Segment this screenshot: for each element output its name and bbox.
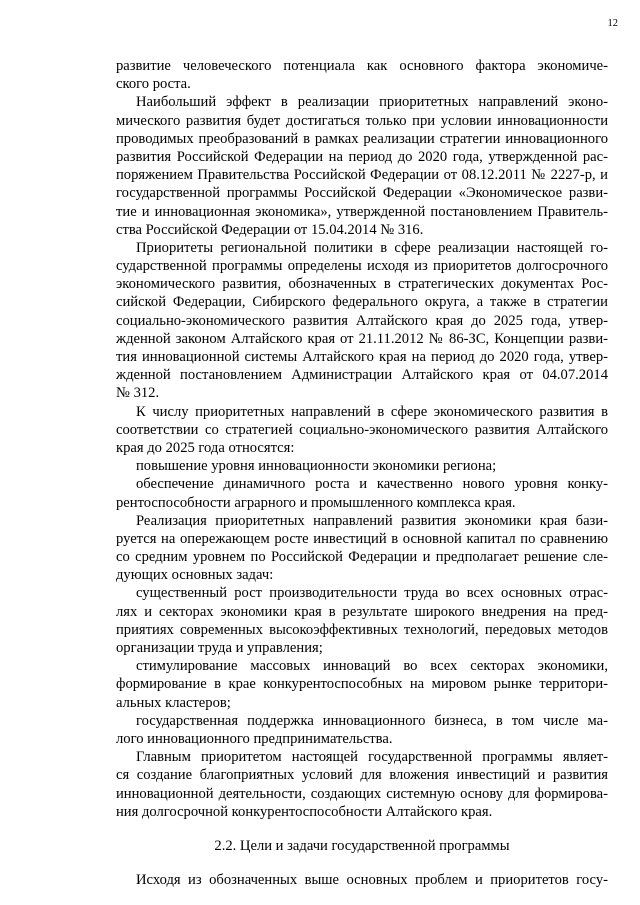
text-line: поряжением Правительства Российской Федерации от 08.12.2011 № 2227-р, и xyxy=(116,167,608,184)
text-line: инновационной деятельности, создающих системную основу для формирова- xyxy=(116,785,608,802)
text-line: тие и инновационная экономика», утвержденной постановлением Правитель- xyxy=(116,203,608,220)
text-line: № 312. xyxy=(116,385,160,402)
text-before-heading xyxy=(116,57,608,821)
text-line: рентоспособности аграрного и промышленного комплекса края. xyxy=(116,494,516,511)
text-line: социально-экономического развития Алтайского края до 2025 года, утвер- xyxy=(116,312,608,329)
text-line: Наибольший эффект в реализации приоритетных направлений эконо- xyxy=(136,94,608,111)
paragraph xyxy=(116,748,608,821)
page-number: 12 xyxy=(607,18,618,29)
text-line: экономического развития, обозначенных в стратегических документах Рос- xyxy=(116,276,608,293)
text-line: Приоритеты региональной политики в сфере реализации настоящей го- xyxy=(136,239,608,256)
text-line: сударственной программы определены исходя из приоритетов долгосрочного xyxy=(116,258,608,275)
text-line: альных кластеров; xyxy=(116,694,231,711)
text-line: ства Российской Федерации от 15.04.2014 № 316. xyxy=(116,221,424,238)
text-line: ся создание благоприятных условий для вложения инвестиций и развития xyxy=(116,767,608,784)
text-line: государственной программы Российской Федерации «Экономическое разви- xyxy=(116,185,608,202)
section-heading: 2.2. Цели и задачи государственной программы xyxy=(214,837,510,854)
text-line: дующих основных задач: xyxy=(116,567,274,584)
text-line: жденной законом Алтайского края от 21.11.2012 № 86-ЗС, Концепции разви- xyxy=(116,330,608,347)
paragraph xyxy=(116,57,608,93)
text-line: государственная поддержка инновационного бизнеса, в том числе ма- xyxy=(136,712,608,729)
text-line: стимулирование массовых инноваций во всех секторах экономики, xyxy=(136,658,608,675)
text-line: приятиях современных высокоэффективных технологий, передовых методов xyxy=(116,621,608,638)
text-line: со средним уровнем по Российской Федерации и предполагает решение сле- xyxy=(116,549,608,566)
text-line: жденной постановлением Администрации Алтайского края от 04.07.2014 xyxy=(116,367,608,384)
text-line: лях и секторах экономики края в результате широкого внедрения на пред- xyxy=(116,603,608,620)
paragraph xyxy=(116,657,608,712)
text-line: тия инновационной системы Алтайского края на период до 2020 года, утвер- xyxy=(116,349,608,365)
text-line: ния долгосрочной конкурентоспособности Алтайского края. xyxy=(116,803,493,820)
document-body xyxy=(116,57,608,889)
text-line: Исходя из обозначенных выше основных проблем и приоритетов госу- xyxy=(136,871,608,888)
paragraph xyxy=(116,93,608,239)
text-line: Реализация приоритетных направлений развития экономики края бази- xyxy=(136,512,608,529)
paragraph xyxy=(116,457,608,475)
paragraph xyxy=(116,871,608,889)
text-line: формирование в крае конкурентоспособных на мировом рынке территори- xyxy=(116,676,608,693)
text-line: развития Российской Федерации на период до 2020 года, утвержденной рас- xyxy=(116,148,608,165)
text-line: сийской Федерации, Сибирского федерального округа, а также в стратегии xyxy=(116,294,608,311)
text-line: Главным приоритетом настоящей государственной программы являет- xyxy=(136,749,608,766)
text-line: обеспечение динамичного роста и качественно нового уровня конку- xyxy=(136,476,608,493)
text-line: мического развития будет достигаться только при условии инновационности xyxy=(116,112,608,129)
text-line: лого инновационного предпринимательства. xyxy=(116,730,393,747)
text-line: края до 2025 года относятся: xyxy=(116,439,295,456)
text-line: развитие человеческого потенциала как основного фактора экономиче- xyxy=(116,58,608,74)
paragraph xyxy=(116,239,608,403)
paragraph xyxy=(116,584,608,657)
text-line: К числу приоритетных направлений в сфере экономического развития в xyxy=(136,403,608,420)
paragraph xyxy=(116,512,608,585)
text-after-heading xyxy=(116,871,608,889)
text-line: проводимых преобразований в рамках реализации стратегии инновационного xyxy=(116,130,608,147)
text-line: руется на опережающем росте инвестиций в основной капитал по сравнению xyxy=(116,530,608,547)
text-line: существенный рост производительности труда во всех основных отрас- xyxy=(136,585,608,602)
text-line: соответствии со стратегией социально-экономического развития Алтайского xyxy=(116,421,608,438)
paragraph xyxy=(116,475,608,511)
text-line: ского роста. xyxy=(116,76,191,93)
paragraph xyxy=(116,712,608,748)
paragraph xyxy=(116,403,608,458)
text-line: повышение уровня инновационности экономики региона; xyxy=(136,458,497,475)
text-line: организации труда и управления; xyxy=(116,640,323,656)
